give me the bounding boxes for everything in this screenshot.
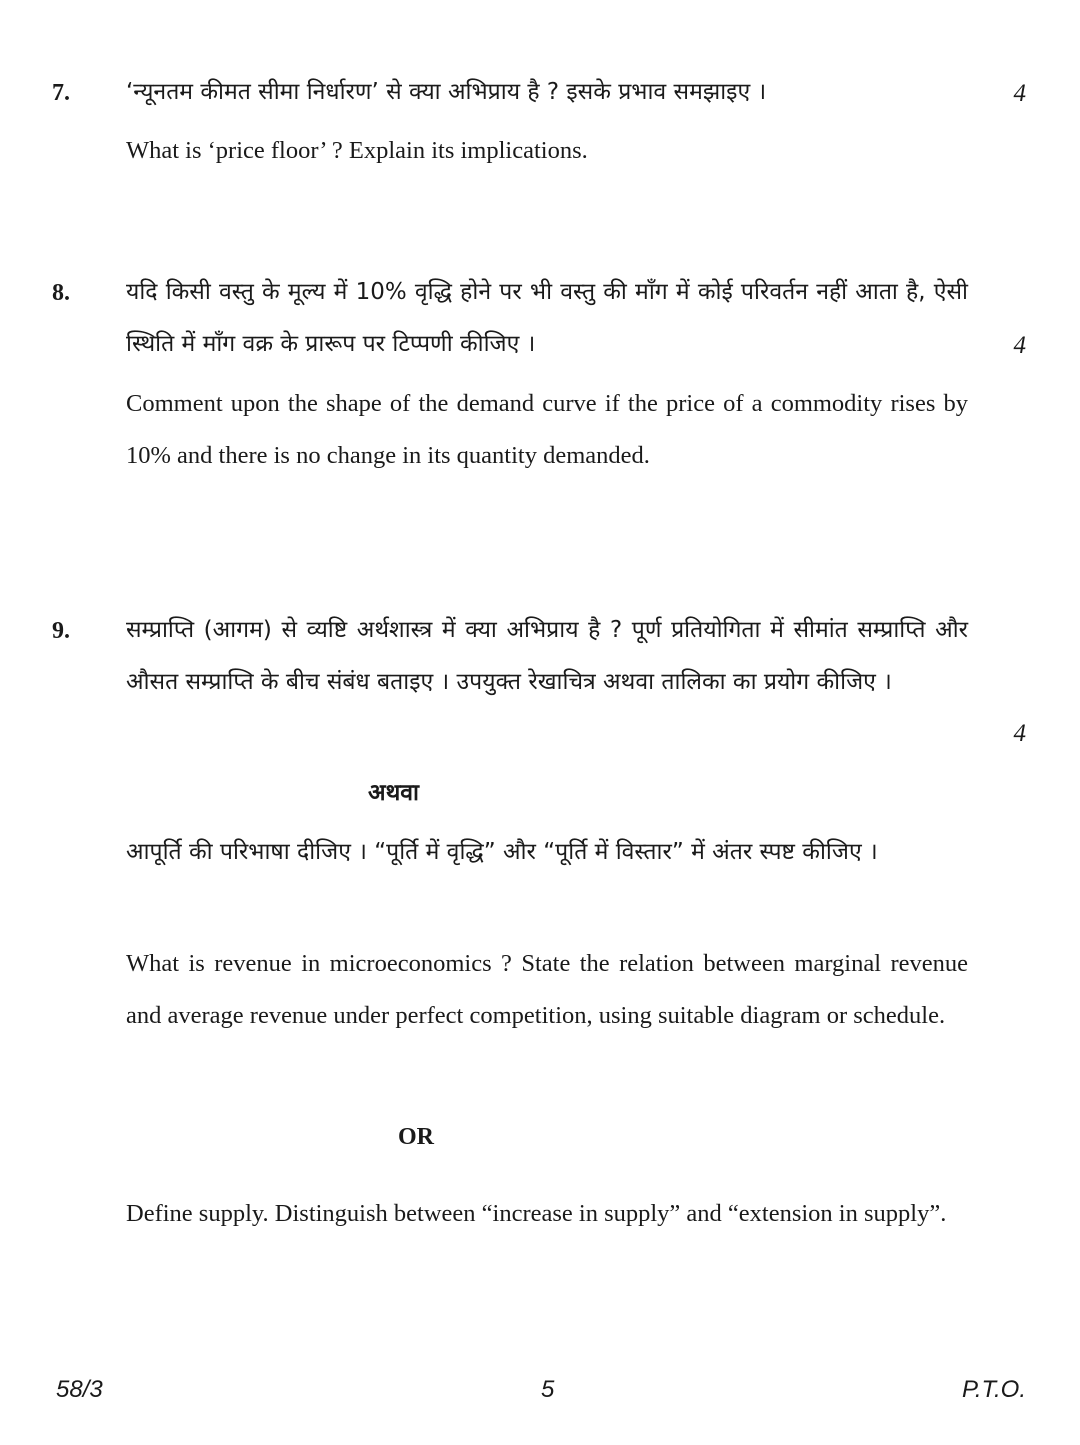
question-9-number: 9. [52,618,70,644]
footer-pto: P.T.O. [961,1376,1026,1403]
question-9-english-text: What is revenue in microeconomics ? State the relation between marginal revenue and average revenue under perfect competition, using suitable diagram or schedule. [126,950,968,1029]
question-9-or-english: OR [398,1124,434,1150]
question-9-marks: 4 [1013,720,1026,747]
question-7-english-text: What is ‘price floor’ ? Explain its implications. [126,137,588,164]
footer-page-number: 5 [541,1376,555,1403]
question-8-marks: 4 [1013,332,1026,359]
question-9-hindi-text: सम्प्राप्ति (आगम) से व्यष्टि अर्थशास्त्र में क्या अभिप्राय है ? पूर्ण प्रतियोगिता में सीमांत सम्प्राप्ति और औसत सम्प्राप्ति के बीच संबंध बताइए । उपयुक्त रेखाचित्र अथवा तालिका का प्रयोग कीजिए । [126,617,968,695]
question-7-marks: 4 [1013,80,1026,107]
question-7-number: 7. [52,80,70,106]
question-9-english-alt-text: Define supply. Distinguish between “increase in supply” and “extension in supply”. [126,1200,947,1227]
question-8-english-text: Comment upon the shape of the demand curve if the price of a commodity rises by 10% and there is no change in its quantity demanded. [126,390,968,469]
question-7-hindi-text: ‘न्यूनतम कीमत सीमा निर्धारण’ से क्या अभिप्राय है ? इसके प्रभाव समझाइए । [126,79,767,105]
question-9-hindi-alt-text: आपूर्ति की परिभाषा दीजिए । “पूर्ति में वृद्धि” और “पूर्ति में विस्तार” में अंतर स्पष्ट कीजिए । [126,839,878,865]
question-9-or-hindi: अथवा [368,780,420,806]
question-8-hindi-text: यदि किसी वस्तु के मूल्य में 10% वृद्धि होने पर भी वस्तु की माँग में कोई परिवर्तन नहीं आता है, ऐसी स्थिति में माँग वक्र के प्रारूप पर टिप्पणी कीजिए । [126,279,968,357]
question-8-number: 8. [52,280,70,306]
footer-paper-code: 58/3 [56,1376,103,1403]
